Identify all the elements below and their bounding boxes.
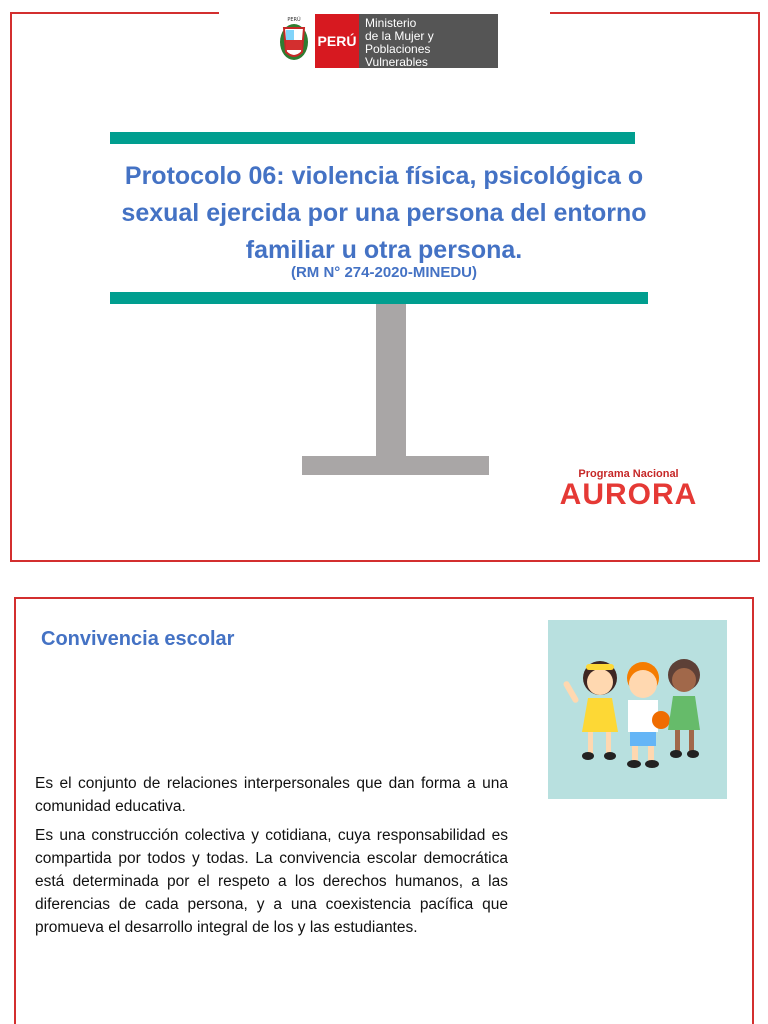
title-top-bar — [110, 132, 635, 144]
paragraph-1: Es el conjunto de relaciones interpersonales que dan forma a una comunidad educativa. — [35, 775, 508, 815]
coat-of-arms-icon — [276, 14, 312, 68]
ministry-line-1: Ministerio — [365, 16, 417, 30]
aurora-logo — [551, 468, 706, 516]
section-heading: Convivencia escolar — [41, 628, 235, 650]
peru-label: PERÚ — [315, 14, 359, 68]
slide-title: Protocolo 06: violencia física, psicológica o sexual ejercida por una persona del entorno familiar u otra persona. — [121, 162, 647, 264]
stand-post — [376, 304, 406, 456]
slide-subtitle: (RM N° 274-2020-MINEDU) — [290, 264, 478, 281]
children-illustration — [548, 620, 727, 799]
paragraph-2: Es una construcción colectiva y cotidiana, cuya responsabilidad es compartida por todos y todas. La convivencia escolar democrática está determinada por el respeto a los derechos humanos, a las diferencias de cada persona, y a una coexistencia pacífica que promueva el desarrollo integral de los y las estudiantes. — [35, 827, 508, 936]
ministry-line-3: Poblaciones Vulnerables — [365, 42, 431, 69]
aurora-program-name: AURORA — [559, 478, 698, 511]
ministry-logo — [276, 12, 498, 70]
svg-text:PERÚ: PERÚ — [287, 17, 301, 23]
aurora-program-label: Programa Nacional — [578, 468, 679, 480]
ministry-line-2: de la Mujer y — [365, 29, 434, 43]
stand-base — [302, 456, 489, 475]
title-bottom-bar — [110, 292, 648, 304]
ministry-name — [359, 14, 498, 68]
